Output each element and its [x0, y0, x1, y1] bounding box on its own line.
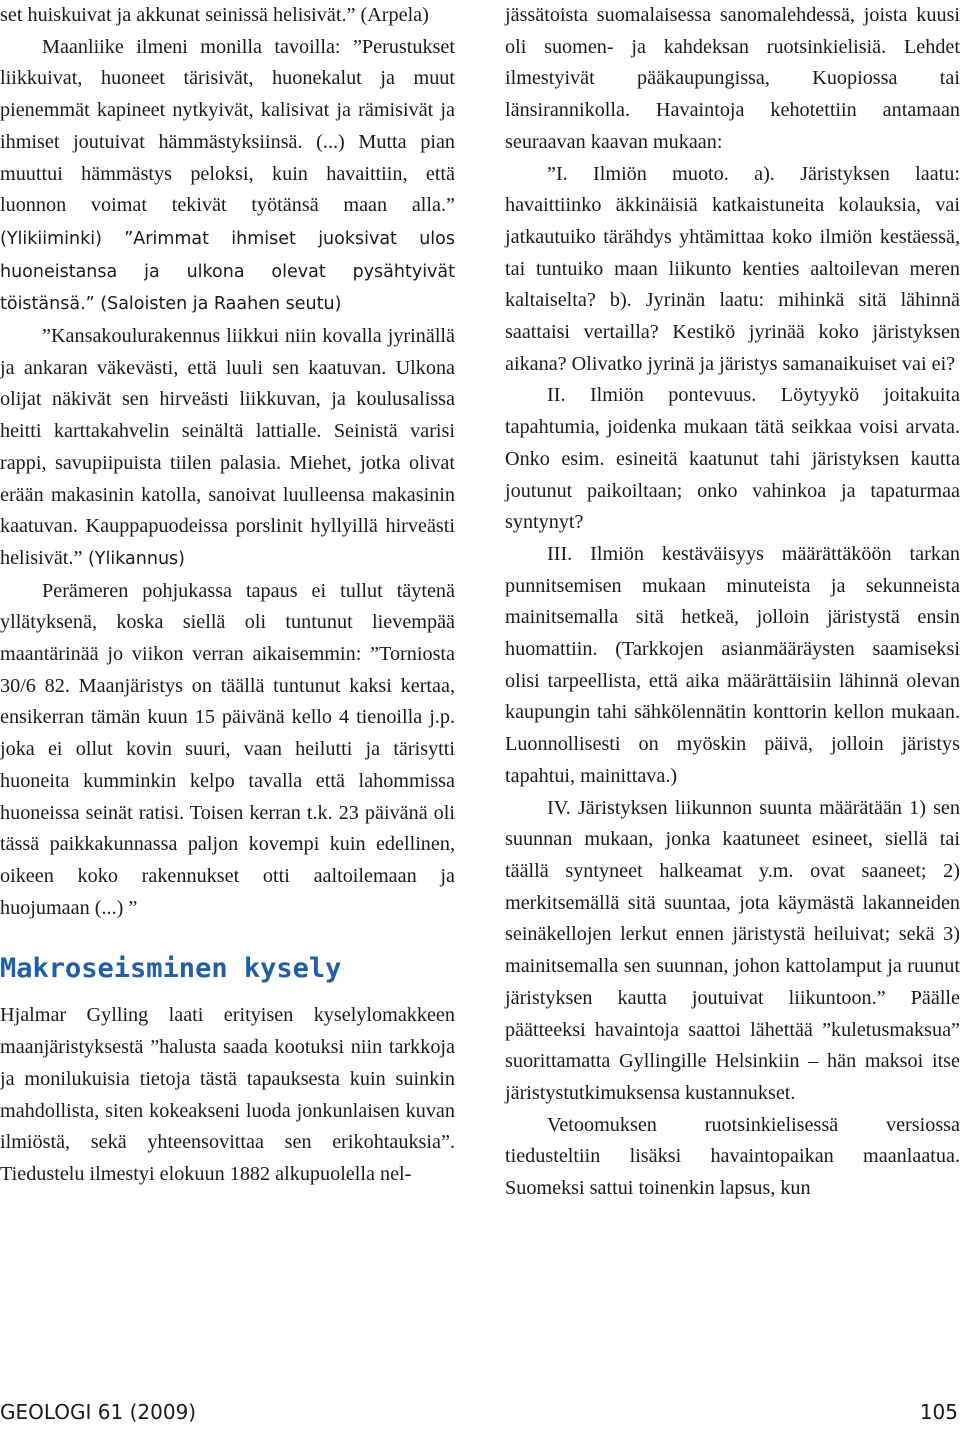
- paragraph-text: set huiskuivat ja akkunat seinissä helisivät.” (Arpela): [0, 4, 429, 26]
- paragraph-text: Perämeren pohjukassa tapaus ei tullut täytenä yllätyksenä, koska siellä oli tuntunut lievempää maantärinää jo viikon verran aikaisemmin: ”Torniosta 30/6 82. Maanjäristys on täällä tuntunut kaksi kertaa, ensikerran tämän kuun 15 päivänä kello 4 tienoilla j.p. joka ei ollut kovin suuri, vaan heilutti ja tärisytti huoneita kumminkin kelpo tavalla että lahommissa huoneissa seinät ratisi. Toisen kerran t.k. 23 päivänä oli tässä paikkakunnassa paljon kovempi kuin edellinen, oikeen koko rakennukset otti aaltoilemaan ja huojumaan (...) ”: [0, 579, 455, 919]
- source-note: (Ylikiiminki) ”Arimmat ihmiset juoksivat ulos huoneistansa ja ulkona olevat pysähtyivät töistänsä.”: [0, 228, 455, 315]
- paragraph: [0, 0, 455, 32]
- paragraph-text: IV. Järistyksen liikunnon suunta määrätään 1) sen suunnan mukaan, jonka kaatuneet esineet, siellä tai täällä syntyneet halkeamat y.m. ovat saaneet; 2) merkitsemällä sitä suuntaa, jota käymästä lakanneiden seinäkellojen lerkut ennen järistystä heiluivat; sekä 3) mainitsemalla sen suunnan, johon kattolamput ja ruunut järistyksen kautta joutuivat liikuntoon.” Päälle päätteeksi havaintoja saattoi lähettää ”kuletusmaksua” suorittamatta Gyllingille Helsinkiin – hän maksoi itse järistystutkimuksensa kustannukset.: [505, 796, 960, 1104]
- paragraph-text: ”I. Ilmiön muoto. a). Järistyksen laatu: havaittiinko äkkinäisiä katkaistuneita kolauksia, vai jatkautuiko tärähdys yhtämittaa koko ilmiön kestäessä, tai tuntuiko maan liikunto kenties aaltoilevan meren kaltaiselta? b). Jyrinän laatu: mihinkä sitä lähinnä saattaisi vertailla? Kestikö jyrinää koko järistyksen aikana? Olivatko jyrinä ja järistys samanaikuiset vai ei?: [505, 162, 960, 375]
- paragraph-text: jässätoista suomalaisessa sanomalehdessä, joista kuusi oli suomen- ja kahdeksan ruotsinkielisiä. Lehdet ilmestyivät pääkaupungissa, Kuopiossa tai länsirannikolla. Havaintoja kehotettiin antamaan seuraavan kaavan mukaan:: [505, 4, 960, 153]
- paragraph: [0, 576, 455, 925]
- right-column: [505, 0, 960, 1205]
- paragraph: [0, 1000, 455, 1190]
- paragraph-text: III. Ilmiön kestäväisyys määrättäköön tarkan punnitsemisen mukaan minuteista ja sekunneista mainitsemalla sitä hetkeä, jolloin järistystä ensin huomattiin. (Tarkkojen asianmääräysten saamiseksi olisi tarpeellista, että aika määrättäisiin lähinnä olevan kaupungin tahi sähkölennätin konttorin kellon mukaan. Luonnollisesti on myöskin päivä, jolloin järistys tapahtui, mainittava.): [505, 542, 960, 787]
- source-note: (Ylikannus): [82, 548, 185, 569]
- journal-name: GEOLOGI 61 (2009): [0, 1400, 197, 1424]
- source-note: (Saloisten ja Raahen seutu): [94, 294, 342, 315]
- paragraph-text: Hjalmar Gylling laati erityisen kyselylomakkeen maanjäristyksestä ”halusta saada kootuksi niin tarkkoja ja monilukuisia tietoja tästä tapauksesta kuin suinkin mahdollista, siten kokeakseni luoda jonkunlaisen kuvan ilmiöstä, sekä yhteensovittaa sen erikohtauksia”. Tiedustelu ilmestyi elokuun 1882 alkupuolella nel-: [0, 1004, 455, 1185]
- paragraph: [505, 159, 960, 381]
- paragraph-text: ”Kansakoulurakennus liikkui niin kovalla jyrinällä ja ankaran väkevästi, että luuli sen kaatuvan. Ulkona olijat näkivät sen hirveästi liikkuvan, ja koulusalissa heitti karttakahvelin seinältä lattialle. Seinistä varisi rappi, savupiipuista tiilen palasia. Miehet, jotka olivat erään makasinin katolla, sanoivat luulleensa makasinin kaatuvan. Kauppapuodeissa porslinit hyllyillä hirveästi helisivät.”: [0, 325, 455, 569]
- page-number: 105: [919, 1400, 958, 1424]
- paragraph-text: II. Ilmiön pontevuus. Löytyykö joitakuita tapahtumia, joidenka mukaan tätä seikkaa voisi arvata. Onko esim. esineitä kaatunut tahi järistyksen kautta joutunut paikoiltaan; onko vahinkoa ja tapaturmaa syntynyt?: [505, 384, 960, 534]
- paragraph-text: Maanliike ilmeni monilla tavoilla: ”Perustukset liikkuivat, huoneet tärisivät, huonekalut ja muut pienemmät kapineet nytkyivät, kalisivat ja rämisivät ja ihmiset joutuivat hämmästyksiinsä. (...) Mutta pian muuttui hämmästys peloksi, kuin havaittiin, että luonnon voimat tekivät työtänsä maan alla.”: [0, 35, 455, 217]
- paragraph: [505, 0, 960, 159]
- left-column: [0, 0, 455, 1191]
- paragraph: [505, 539, 960, 793]
- paragraph: [0, 321, 455, 576]
- paragraph: [0, 32, 455, 321]
- section-heading: Makroseisminen kysely: [0, 953, 342, 985]
- paragraph: [505, 380, 960, 539]
- paragraph: [505, 1110, 960, 1205]
- paragraph: [505, 793, 960, 1110]
- paragraph-text: Vetoomuksen ruotsinkielisessä versiossa tiedusteltiin lisäksi havaintopaikan maanlaatua. Suomeksi sattui toinenkin lapsus, kun: [505, 1113, 960, 1200]
- page-footer: [0, 1394, 960, 1438]
